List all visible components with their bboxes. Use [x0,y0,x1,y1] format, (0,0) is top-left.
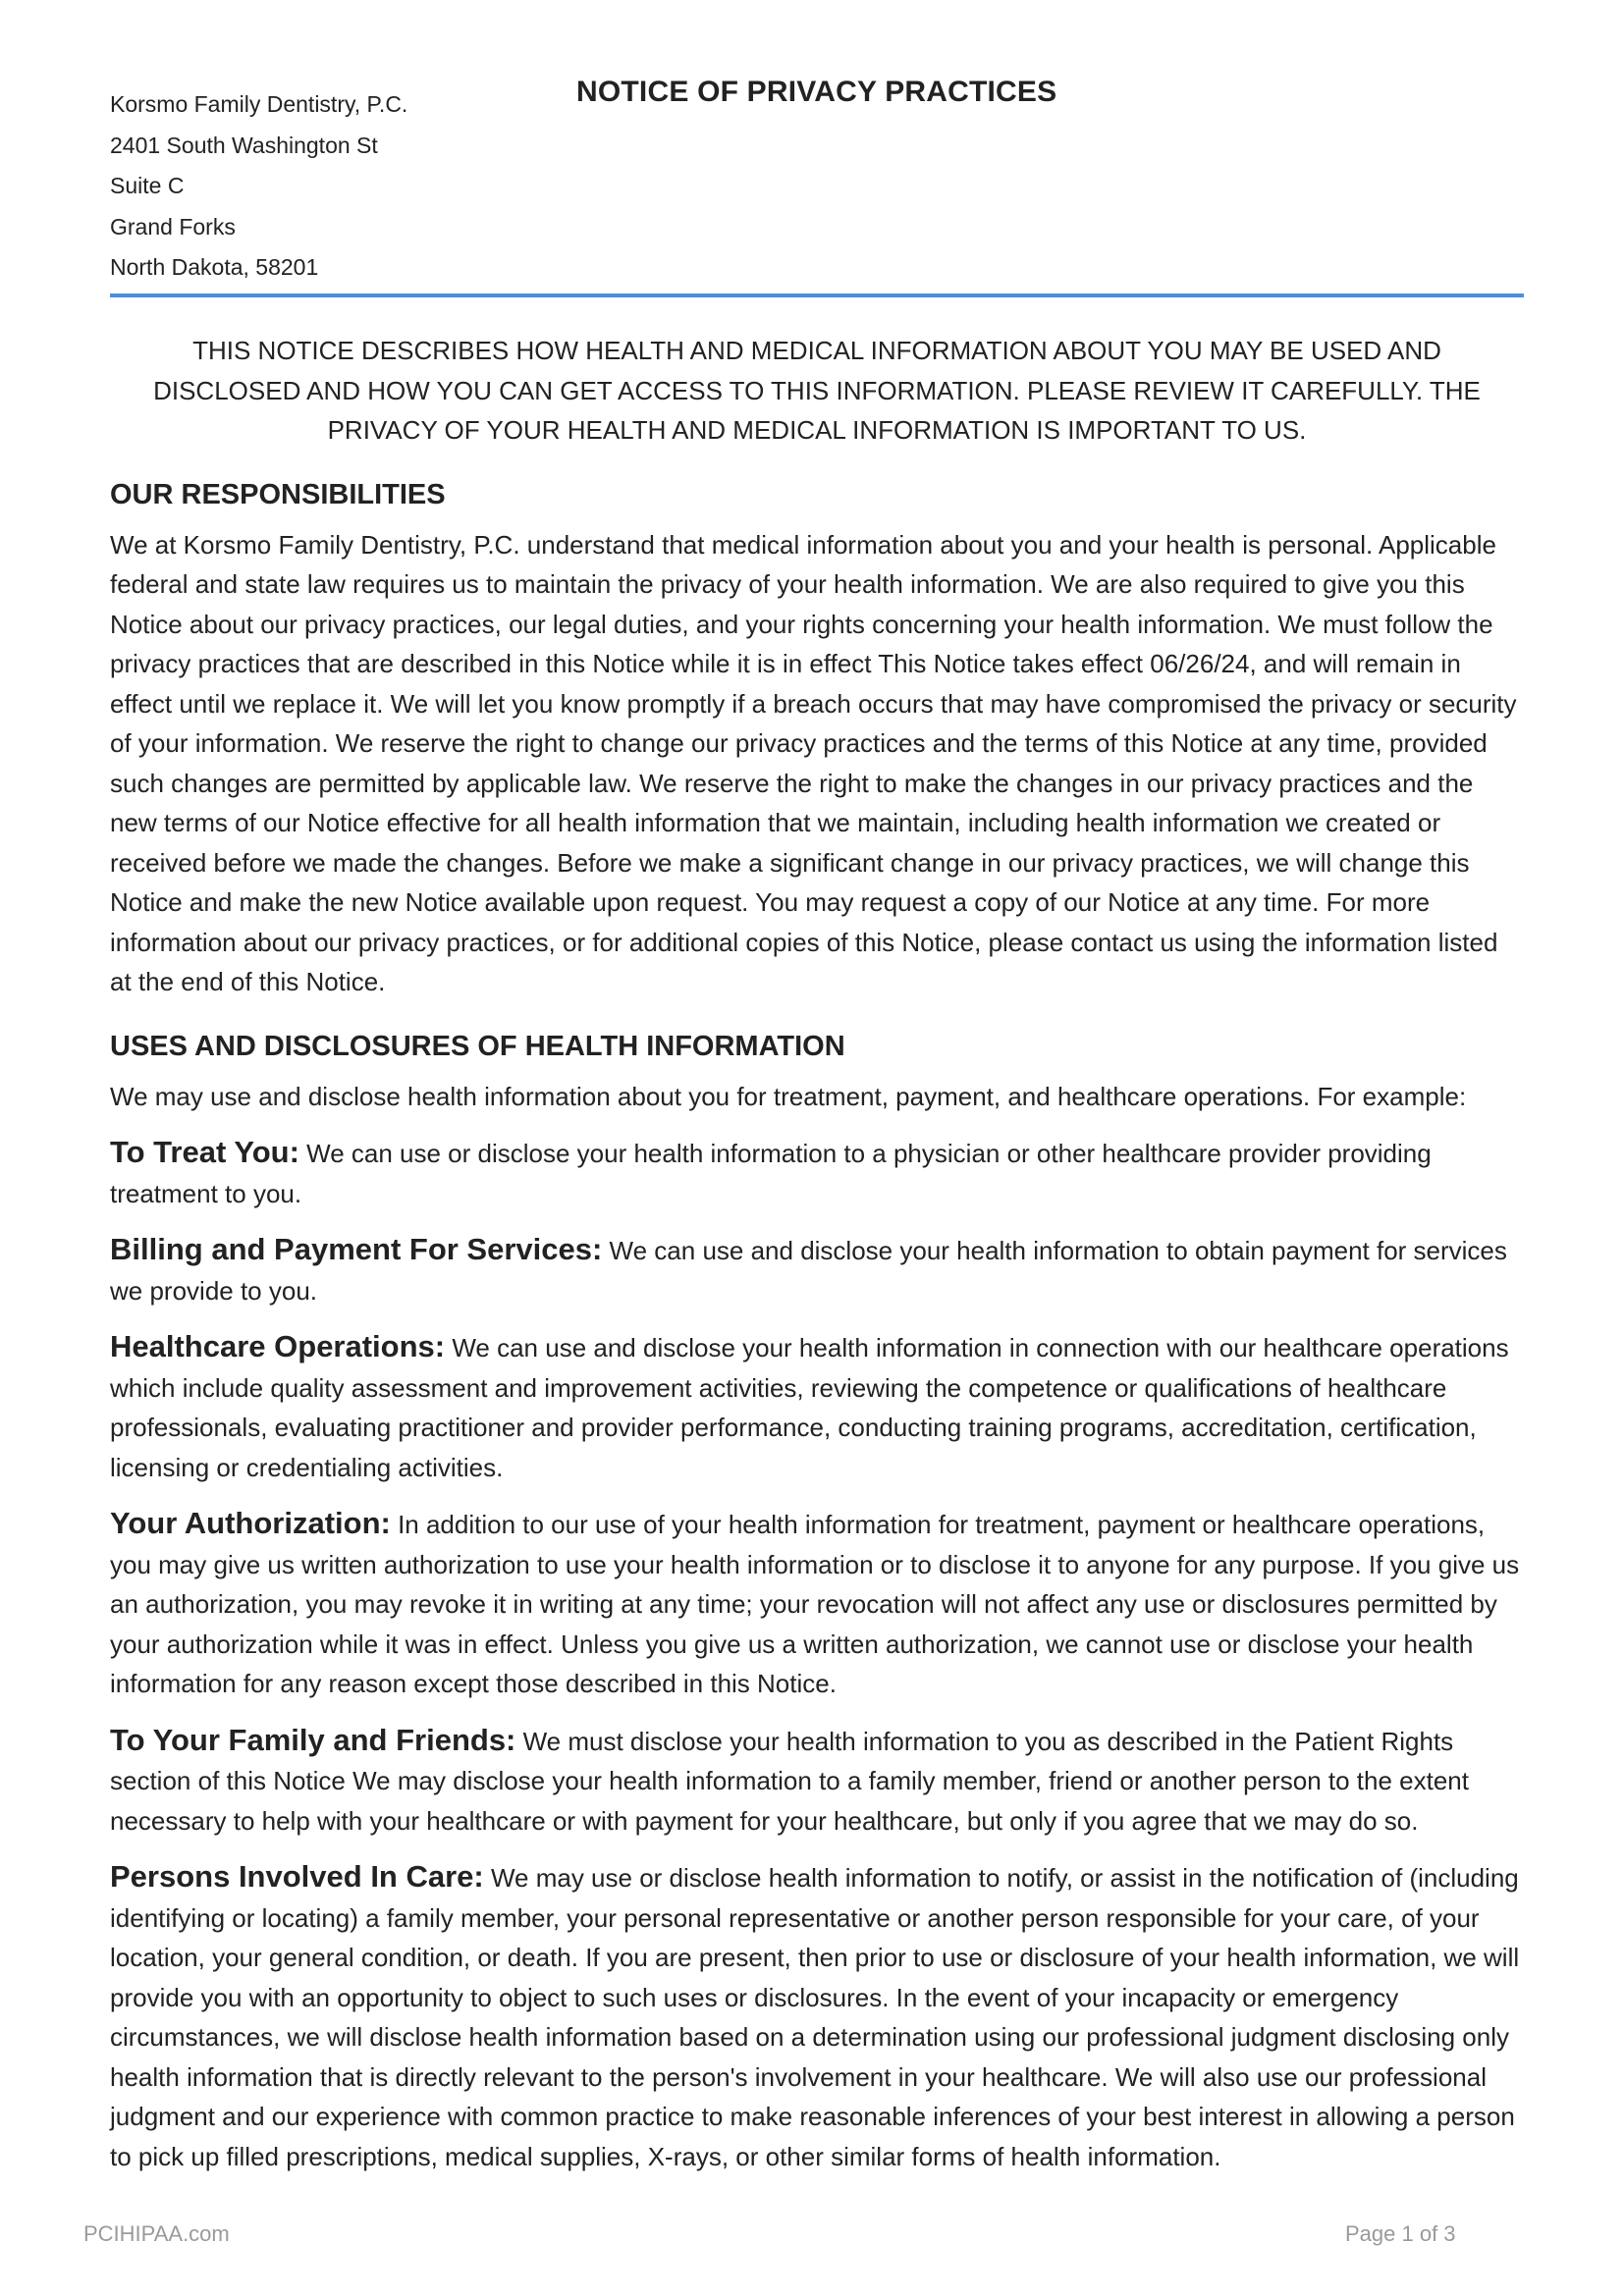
document-header [110,0,1524,298]
use-item-text: We must disclose your health information to you as described in the Patient Rights section of this Notice We may disclose your health information to a family member, friend or another person to the extent necessary to help with your healthcare or with payment for your healthcare, but only if you agree that we may do so. [110,1726,1469,1836]
use-item-title: To Treat You: [110,1135,299,1169]
practice-suite: Suite C [110,173,185,198]
uses-intro-paragraph: We may use and disclose health information about you for treatment, payment, and healthcare operations. For example: [110,1081,1467,1111]
use-item-title: Healthcare Operations: [110,1329,446,1363]
header-divider [110,294,1524,297]
use-item-title: To Your Family and Friends: [110,1722,516,1757]
document-title: NOTICE OF PRIVACY PRACTICES [576,76,1057,108]
use-item-title: Your Authorization: [110,1506,391,1540]
use-item-title: Billing and Payment For Services: [110,1232,603,1266]
use-item-title: Persons Involved In Care: [110,1859,484,1894]
use-item-text: We can use and disclose your health information to obtain payment for services we provide to you. [110,1236,1507,1306]
use-item-text: We may use or disclose health information to notify, or assist in the notification of (including identifying or locating) a family member, your personal representative or another person responsible for your care, of your location, your general condition, or death. If you are present, then prior to use or disclosure of your health information, we will provide you with an opportunity to object to such uses or disclosures. In the event of your incapacity or emergency circumstances, we will disclose health information based on a determination using our professional judgment disclosing only health information that is directly relevant to the person's involvement in your healthcare. We will also use our professional judgment and our experience with common practice to make reasonable inferences of your best interest in allowing a person to pick up filled prescriptions, medical supplies, X-rays, or other similar forms of health information. [110,1863,1520,2171]
use-item-persons-involved [110,1857,1524,2176]
practice-name: Korsmo Family Dentistry, P.C. [110,91,408,117]
use-item-family-friends [110,1721,1524,1842]
practice-city: Grand Forks [110,213,236,240]
use-item-authorization [110,1504,1524,1704]
use-item-billing [110,1230,1524,1310]
section-heading-responsibilities: OUR RESPONSIBILITIES [110,478,446,510]
responsibilities-paragraph: We at Korsmo Family Dentistry, P.C. understand that medical information about you and your health is personal. Applicable federal and state law requires us to maintain the privacy of your health information. We are also required to give you this Notice about our privacy practices, our legal duties, and your rights concerning your health information. We must follow the privacy practices that are described in this Notice while it is in effect This Notice takes effect 06/26/24, and will remain in effect until we replace it. We will let you know promptly if a breach occurs that may have compromised the privacy or security of your information. We reserve the right to change our privacy practices and the terms of this Notice at any time, provided such changes are permitted by applicable law. We reserve the right to make the changes in our privacy practices and the new terms of our Notice effective for all health information that we maintain, including health information we created or received before we made the changes. Before we make a significant change in our privacy practices, we will change this Notice and make the new Notice available upon request. You may request a copy of our Notice at any time. For more information about our privacy practices, or for additional copies of this Notice, please contact us using the information listed at the end of this Notice. [110,529,1517,996]
use-item-text: In addition to our use of your health information for treatment, payment or healthcare operations, you may give us written authorization to use your health information or to disclose it to anyone for any purpose. If you give us an authorization, you may revoke it in writing at any time; your revocation will not affect any use or disclosures permitted by your authorization while it was in effect. Unless you give us a written authorization, we cannot use or disclose your health information for any reason except those described in this Notice. [110,1510,1520,1698]
practice-street: 2401 South Washington St [110,132,378,158]
use-item-text: We can use and disclose your health information in connection with our healthcare operations which include quality assessment and improvement activities, reviewing the competence or qualifications of healthcare professionals, evaluating practitioner and provider performance, conducting training programs, accreditation, certification, licensing or credentialing activities. [110,1333,1509,1482]
use-item-treatment [110,1133,1524,1213]
practice-address [110,84,407,289]
use-item-operations [110,1327,1524,1487]
footer-page-number: Page 1 of 3 [1345,2221,1456,2246]
document-page [110,0,1524,2176]
notice-intro: THIS NOTICE DESCRIBES HOW HEALTH AND MEDICAL INFORMATION ABOUT YOU MAY BE USED AND DISCLOSED AND HOW YOU CAN GET ACCESS TO THIS INFORMATION. PLEASE REVIEW IT CAREFULLY. THE PRIVACY OF YOUR HEALTH AND MEDICAL INFORMATION IS IMPORTANT TO US. [153,336,1481,445]
practice-state-zip: North Dakota, 58201 [110,254,319,280]
section-heading-uses: USES AND DISCLOSURES OF HEALTH INFORMATION [110,1030,845,1062]
use-item-text: We can use or disclose your health information to a physician or other healthcare provider providing treatment to you. [110,1139,1432,1208]
footer-source: PCIHIPAA.com [83,2221,230,2246]
